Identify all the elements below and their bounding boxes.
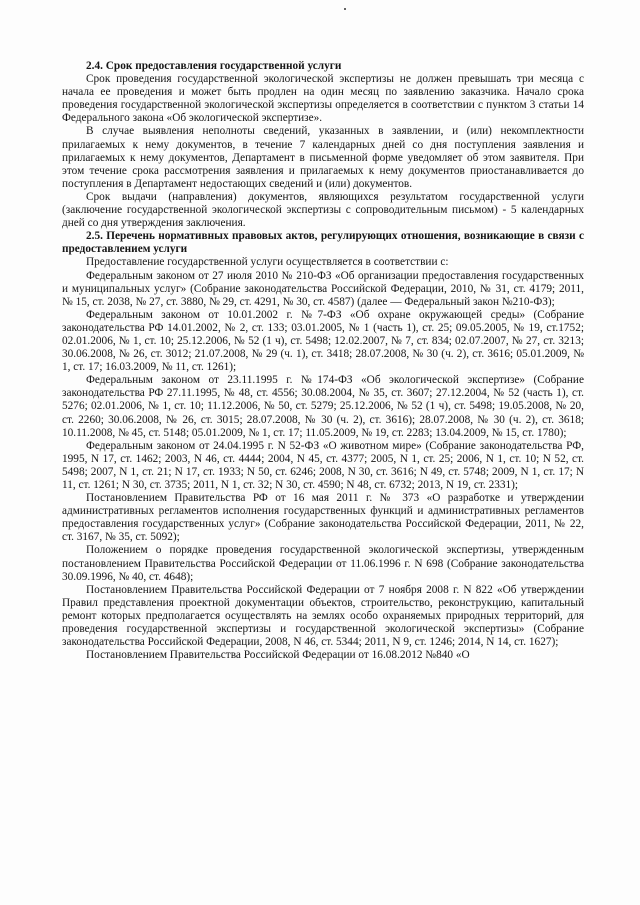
paragraph-law-210-fz: Федеральным законом от 27 июля 2010 № 210-ФЗ «Об организации предоставления государственных и муниципальных услуг» (Собрание законодательства Российской Федерации, 2010, № 31, ст. 4179; 2011, № 15, ст. 2038, № 27, ст. 3880, № 29, ст. 4291, № 30, ст. 4587) (далее — Федеральный закон №210-ФЗ); — [62, 269, 584, 308]
paragraph-law-7-fz: Федеральным законом от 10.01.2002 г. №7-ФЗ «Об охране окружающей среды» (Собрание законодательства РФ 14.01.2002, № 2, ст. 133; 03.01.2005, № 1 (часть 1), ст. 25; 09.05.2005, № 19, ст.1752; 02.01.2006, № 1, ст. 10; 25.12.2006, № 52 (1 ч), ст. 5498; 12.02.2007, № 7, ст. 834; 02.07.2007, № 27, ст. 3213; 30.06.2008, № 26, ст. 3012; 21.07.2008, № 29 (ч. 1), ст. 3418; 28.07.2008, № 30 (ч. 2), ст. 3616; 05.01.2009, № 1, ст. 17; 16.03.2009, № 11, ст. 1261); — [62, 308, 584, 374]
paragraph-law-52-fz: Федеральным законом от 24.04.1995 г. N 52-ФЗ «О животном мире» (Собрание законодательства РФ, 1995, N 17, ст. 1462; 2003, N 46, ст. 4444; 2004, N 45, ст. 4377; 2005, N 1, ст. 25; 2006, N 1, ст. 10; N 52, ст. 5498; 2007, N 1, ст. 21; N 17, ст. 1933; N 50, ст. 6246; 2008, N 30, ст. 3616; N 49, ст. 5748; 2009, N 1, ст. 17; N 11, ст. 1261; N 30, ст. 3735; 2011, N 1, ст. 32; N 30, ст. 4590; N 48, ст. 6732; 2013, N 19, ст. 2331); — [62, 439, 584, 491]
paragraph-legal-basis-intro: Предоставление государственной услуги осуществляется в соответствии с: — [86, 256, 449, 269]
section-heading-2-5: 2.5. Перечень нормативных правовых актов, регулирующих отношения, возникающие в связи с предоставлением услуги — [62, 230, 584, 256]
section-heading-2-4: 2.4. Срок предоставления государственной услуги — [86, 60, 342, 72]
document-page — [62, 60, 584, 662]
paragraph-issuance-term: Срок выдачи (направления) документов, являющихся результатом государственной услуги (заключение государственной экологической экспертизы с сопроводительным письмом) - 5 календарных дней со дня утверждения заключения. — [62, 190, 584, 230]
paragraph-resolution-822: Постановлением Правительства Российской Федерации от 7 ноября 2008 г. N 822 «Об утверждении Правил представления проектной документации объектов, строительство, реконструкцию, капитальный ремонт которых предполагается осуществлять на землях особо охраняемых природных территорий, для проведения государственной экспертизы и государственной экологической экспертизы» (Собрание законодательства Российской Федерации, 2008, N 46, ст. 5344; 2011, N 9, ст. 1246; 2014, N 14, ст. 1627); — [62, 583, 584, 649]
paragraph-resolution-840: Постановлением Правительства Российской Федерации от 16.08.2012 №840 «О — [86, 649, 470, 662]
paragraph-resolution-373: Постановлением Правительства РФ от 16 мая 2011 г. № 373 «О разработке и утверждении административных регламентов исполнения государственных функций и административных регламентов предоставления государственных услуг» (Собрание законодательства Российской Федерации, 2011, № 22, ст. 3167, № 35, ст. 5092); — [62, 492, 584, 544]
paragraph-regulation-698: Положением о порядке проведения государственной экологической экспертизы, утвержденным постановлением Правительства Российской Федерации от 11.06.1996 г. N 698 (Собрание законодательства 30.09.1996, № 40, ст. 4648); — [62, 544, 584, 583]
paragraph-incomplete-documents: В случае выявления неполноты сведений, указанных в заявлении, и (или) некомплектности прилагаемых к нему документов, в течение 7 календарных дней со дня поступления заявления и прилагаемых к нему документов, Департамент в письменной форме уведомляет об этом заявителя. При этом течение срока рассмотрения заявления и прилагаемых к нему документов приостанавливается до поступления в Департамент недостающих сведений и (или) документов. — [62, 125, 584, 190]
paragraph-law-174-fz: Федеральным законом от 23.11.1995 г. №174-ФЗ «Об экологической экспертизе» (Собрание законодательства РФ 27.11.1995, № 48, ст. 4556; 30.08.2004, № 35, ст. 3607; 27.12.2004, № 52 (часть 1), ст. 5276; 02.01.2006, № 1, ст. 10; 11.12.2006, № 50, ст. 5279; 25.12.2006, № 52 (1 ч), ст. 5498; 19.05.2008, № 20, ст. 2260; 30.06.2008, № 26, ст. 3015; 28.07.2008, № 30 (ч. 2), ст. 3616); 28.07.2008, № 30 (ч. 2), ст. 3618; 10.11.2008, № 45, ст. 5148; 05.01.2009, № 1, ст. 17; 11.05.2009, № 19, ст. 2283; 13.04.2009, № 15, ст. 1780); — [62, 374, 584, 439]
paragraph-term-duration: Срок проведения государственной экологической экспертизы не должен превышать три месяца с начала ее проведения и может быть продлен на один месяц по заявлению заказчика. Начало срока проведения государственной экологической экспертизы определяется в соответствии с пунктом 3 статьи 14 Федерального закона «Об экологической экспертизе». — [62, 73, 584, 125]
scan-speck — [344, 8, 346, 10]
